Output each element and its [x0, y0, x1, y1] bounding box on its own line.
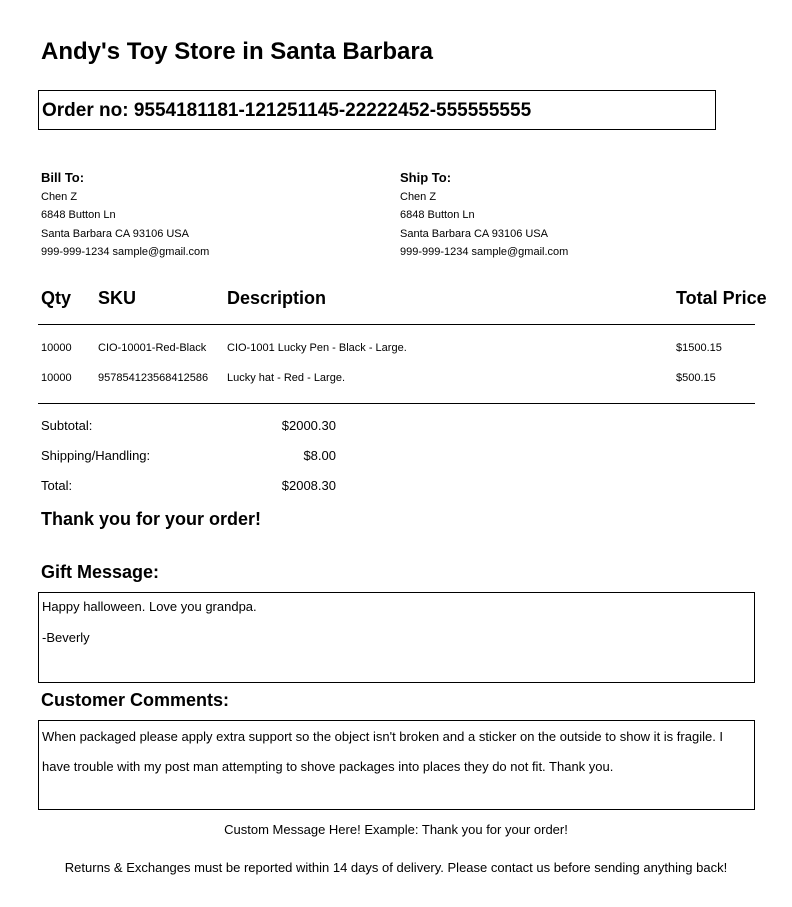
thank-you-message: Thank you for your order! [41, 509, 262, 529]
row-2-sku: 957854123568412586 [98, 372, 209, 384]
customer-comments-line-1: When packaged please apply extra support so the object isn't broken and a sticker on the outside to show it is fragile. I [42, 729, 724, 744]
ship-to-name: Chen Z [400, 190, 437, 203]
table-bottom-divider [38, 403, 755, 404]
bill-to-block [41, 169, 209, 262]
gift-message-line-1: Happy halloween. Love you grandpa. [42, 599, 257, 614]
bill-to-city: Santa Barbara CA 93106 USA [41, 227, 189, 240]
column-header-qty: Qty [41, 288, 72, 308]
column-header-total-price: Total Price [676, 288, 767, 308]
returns-policy: Returns & Exchanges must be reported within 14 days of delivery. Please contact us before sending anything back! [64, 860, 728, 875]
subtotal-value: $2000.30 [281, 418, 336, 433]
bill-to-contact: 999-999-1234 sample@gmail.com [41, 246, 210, 259]
total-label: Total: [41, 478, 73, 493]
gift-message-box [38, 592, 755, 683]
bill-to-name: Chen Z [41, 190, 78, 203]
shipping-value: $8.00 [303, 448, 336, 463]
table-top-divider [38, 324, 755, 325]
column-header-sku: SKU [98, 288, 137, 308]
customer-comments-line-2: have trouble with my post man attempting to shove packages into places they do not fit. Thank you. [42, 759, 614, 774]
order-number: Order no: 9554181181-121251145-22222452-555555555 [42, 100, 532, 121]
store-title: Andy's Toy Store in Santa Barbara [41, 38, 434, 65]
row-1-sku: CIO-10001-Red-Black [98, 342, 207, 354]
row-2-price: $500.15 [676, 372, 716, 384]
shipping-label: Shipping/Handling: [41, 448, 151, 463]
order-number-box [38, 90, 716, 130]
customer-comments-heading: Customer Comments: [41, 690, 230, 710]
bill-to-street: 6848 Button Ln [41, 209, 116, 222]
row-2-qty: 10000 [41, 372, 72, 384]
ship-to-city: Santa Barbara CA 93106 USA [400, 227, 548, 240]
row-1-price: $1500.15 [676, 342, 722, 354]
custom-message: Custom Message Here! Example: Thank you for your order! [224, 822, 568, 837]
ship-to-street: 6848 Button Ln [400, 209, 475, 222]
row-2-description: Lucky hat - Red - Large. [227, 372, 346, 384]
column-header-description: Description [227, 288, 327, 308]
ship-to-contact: 999-999-1234 sample@gmail.com [400, 246, 569, 259]
row-1-qty: 10000 [41, 342, 72, 354]
total-value: $2008.30 [281, 478, 336, 493]
customer-comments-box [38, 720, 755, 810]
gift-message-line-2: -Beverly [42, 630, 90, 645]
gift-message-heading: Gift Message: [41, 562, 160, 582]
row-1-description: CIO-1001 Lucky Pen - Black - Large. [227, 342, 407, 354]
bill-to-heading: Bill To: [41, 170, 85, 185]
ship-to-block [400, 169, 568, 262]
ship-to-heading: Ship To: [400, 170, 452, 185]
subtotal-label: Subtotal: [41, 418, 93, 433]
